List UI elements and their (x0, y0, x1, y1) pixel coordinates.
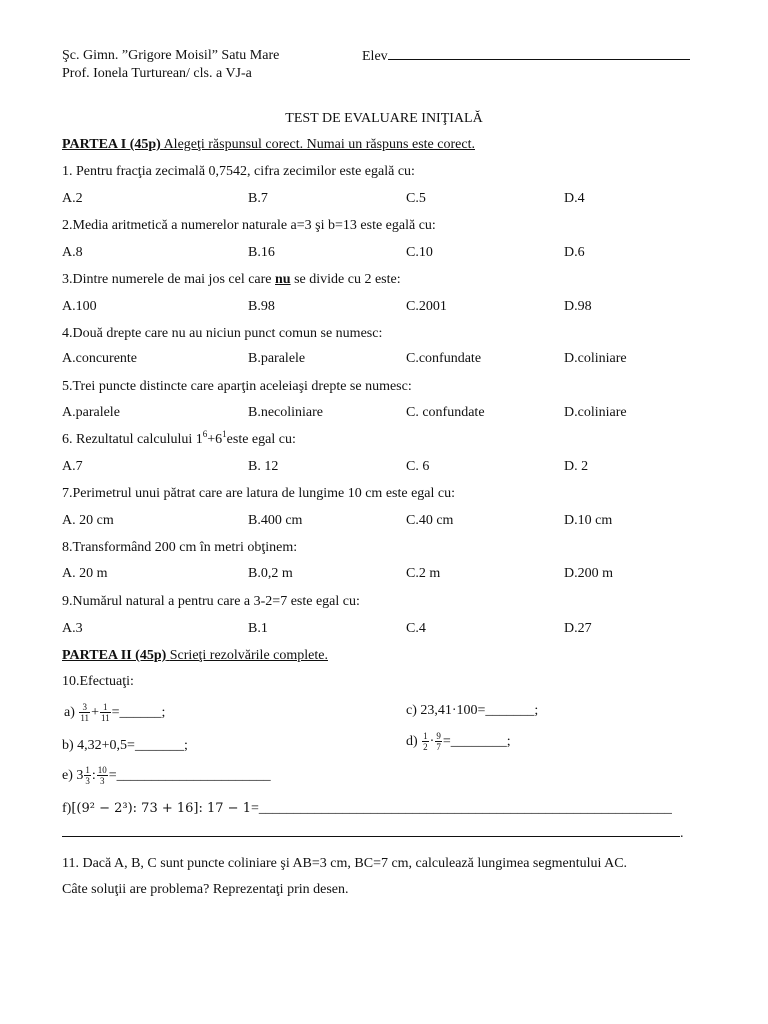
q6-option-a: A.7 (62, 459, 83, 474)
plus-sign: + (91, 705, 99, 720)
q9-option-a: A.3 (62, 621, 83, 636)
q10-item-c[interactable]: c) 23,41·100=_______; (406, 703, 539, 718)
answer-line[interactable] (62, 824, 680, 837)
fraction-numerator: 3 (79, 702, 90, 713)
q8-option-b: B.0,2 m (248, 566, 293, 581)
q2-option-b: B.16 (248, 245, 275, 260)
student-name-blank[interactable] (388, 47, 690, 60)
teacher-name: Prof. Ionela Turturean/ cls. a VJ-a (62, 66, 252, 81)
q7-option-b: B.400 cm (248, 513, 303, 528)
question-6 (62, 431, 296, 449)
q3-option-d: D.98 (564, 299, 592, 314)
q10e-answer-blank: =______________________ (108, 768, 271, 783)
q4-option-c: C.confundate (406, 351, 482, 366)
q9-option-b: B.1 (248, 621, 268, 636)
q5-option-c: C. confundate (406, 405, 485, 420)
fraction-denominator: 3 (85, 776, 90, 787)
question-9: 9.Numărul natural a pentru care a 3-2=7 este egal cu: (62, 594, 360, 609)
q4-option-d: D.coliniare (564, 351, 627, 366)
q10f-prefix: f) (62, 801, 72, 816)
q6-exponent-2: 1 (222, 429, 227, 439)
q10f-answer-blank: =___________________________________________________________ (250, 801, 672, 816)
q10f-continuation-line[interactable]: . (62, 824, 684, 843)
q4-option-b: B.paralele (248, 351, 306, 366)
q1-option-b: B.7 (248, 191, 268, 206)
q3-option-c: C.2001 (406, 299, 447, 314)
q9-option-c: C.4 (406, 621, 426, 636)
q10d-fraction-1 (422, 731, 429, 752)
q7-option-c: C.40 cm (406, 513, 454, 528)
q1-option-a: A.2 (62, 191, 83, 206)
question-2: 2.Media aritmetică a numerelor naturale a=3 şi b=13 este egală cu: (62, 218, 436, 233)
part1-heading: PARTEA I (45p) (62, 137, 161, 152)
q10a-fraction-2 (100, 702, 111, 723)
q5-option-d: D.coliniare (564, 405, 627, 420)
question-5: 5.Trei puncte distincte care aparţin aceleiaşi drepte se numesc: (62, 379, 412, 394)
q10a-fraction-1 (79, 702, 90, 723)
fraction-denominator: 3 (100, 776, 105, 787)
student-name-field[interactable] (362, 47, 690, 66)
q7-option-d: D.10 cm (564, 513, 613, 528)
q10-item-d[interactable] (406, 731, 511, 753)
q6-text-c: este egal cu: (226, 432, 296, 447)
q3-text-after: se divide cu 2 este: (290, 272, 401, 287)
question-10-label: 10.Efectuaţi: (62, 674, 134, 689)
q10e-fraction-1 (84, 765, 91, 786)
student-label: Elev (362, 49, 388, 64)
q7-option-a: A. 20 cm (62, 513, 114, 528)
fraction-numerator: 10 (97, 765, 107, 776)
fraction-denominator: 7 (436, 742, 441, 753)
q4-option-a: A.concurente (62, 351, 138, 366)
q6-option-c: C. 6 (406, 459, 430, 474)
q2-option-a: A.8 (62, 245, 83, 260)
fraction-numerator: 1 (85, 765, 90, 776)
q5-option-b: B.necoliniare (248, 405, 324, 420)
q10d-answer-blank: =________; (442, 734, 511, 749)
test-title: TEST DE EVALUARE INIŢIALĂ (285, 111, 483, 126)
q8-option-d: D.200 m (564, 566, 613, 581)
fraction-numerator: 1 (100, 702, 111, 713)
part2-instruction: Scrieţi rezolvările complete. (169, 648, 328, 663)
q10a-prefix: a) (64, 705, 75, 720)
fraction-numerator: 9 (436, 731, 441, 742)
q2-option-c: C.10 (406, 245, 433, 260)
q10d-prefix: d) (406, 734, 418, 749)
q10e-prefix: e) 3 (62, 768, 84, 783)
part1-instruction: Alegeţi răspunsul corect. Numai un răspuns este corect. (163, 137, 475, 152)
divide-sign: : (91, 768, 96, 783)
q8-option-c: C.2 m (406, 566, 441, 581)
school-name: Şc. Gimn. ”Grigore Moisil” Satu Mare (62, 48, 280, 63)
q10-item-e[interactable] (62, 765, 271, 787)
fraction-numerator: 1 (423, 731, 428, 742)
q1-option-c: C.5 (406, 191, 426, 206)
q3-emphasis: nu (275, 272, 291, 287)
q6-option-d: D. 2 (564, 459, 589, 474)
q1-option-d: D.4 (564, 191, 585, 206)
q3-text-before: 3.Dintre numerele de mai jos cel care (62, 272, 276, 287)
q6-text-a: 6. Rezultatul calculului 1 (62, 432, 203, 447)
q10d-fraction-2 (435, 731, 442, 752)
q8-option-a: A. 20 m (62, 566, 108, 581)
part2-heading: PARTEA II (45p) (62, 648, 167, 663)
question-4: 4.Două drepte care nu au niciun punct comun se numesc: (62, 326, 383, 341)
q6-text-b: +6 (207, 432, 223, 447)
question-3 (62, 271, 401, 289)
q10-item-f[interactable] (62, 800, 672, 818)
q9-option-d: D.27 (564, 621, 592, 636)
q3-option-b: B.98 (248, 299, 275, 314)
question-11-line-1: 11. Dacă A, B, C sunt puncte coliniare şi AB=3 cm, BC=7 cm, calculează lungimea segmentului AC. (62, 856, 628, 871)
q5-option-a: A.paralele (62, 405, 120, 420)
question-8: 8.Transformând 200 cm în metri obţinem: (62, 540, 298, 555)
part2-heading-line (62, 647, 328, 665)
q10f-expression: [(9² − 2³): 73 + 16]: 17 − 1 (71, 801, 251, 816)
q6-exponent-1: 6 (202, 429, 208, 439)
fraction-denominator: 2 (423, 742, 428, 753)
question-11-line-2: Câte soluţii are problema? Reprezentaţi prin desen. (62, 882, 349, 897)
q10-item-a[interactable] (64, 702, 165, 724)
q2-option-d: D.6 (564, 245, 585, 260)
q3-option-a: A.100 (62, 299, 97, 314)
multiply-sign: · (429, 734, 435, 749)
question-1: 1. Pentru fracţia zecimală 0,7542, cifra zecimilor este egală cu: (62, 164, 415, 179)
fraction-denominator: 11 (100, 713, 110, 724)
q6-option-b: B. 12 (248, 459, 279, 474)
q10-item-b[interactable]: b) 4,32+0,5=_______; (62, 738, 188, 753)
fraction-denominator: 11 (80, 713, 90, 724)
question-7: 7.Perimetrul unui pătrat care are latura de lungime 10 cm este egal cu: (62, 486, 456, 501)
q10a-answer-blank: =______; (111, 705, 166, 720)
q10e-fraction-2 (97, 765, 108, 786)
part1-heading-line (62, 136, 475, 154)
